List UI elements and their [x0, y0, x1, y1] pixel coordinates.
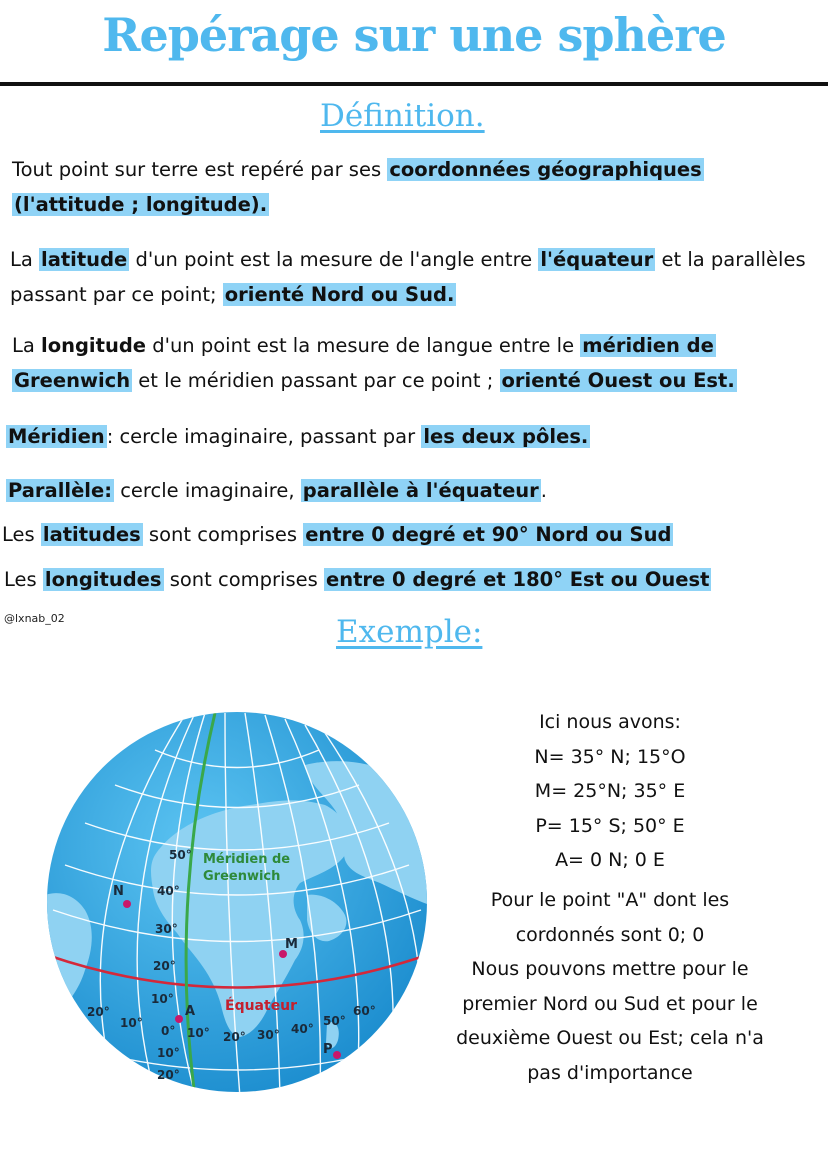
title-divider — [0, 82, 828, 86]
highlight: les deux pôles. — [423, 425, 589, 448]
equator-label: Équateur — [225, 998, 298, 1014]
example-para-line: Nous pouvons mettre pour le — [471, 958, 749, 980]
text: et la parallèles — [655, 248, 806, 271]
highlight: Méridien — [8, 425, 105, 448]
lat-label: 40° — [157, 884, 180, 898]
highlight: longitudes — [44, 568, 162, 591]
highlight: Parallèle: — [8, 479, 113, 502]
globe-illustration — [45, 705, 430, 1100]
text: sont comprises — [163, 568, 324, 591]
point-a-label: A — [185, 1004, 196, 1019]
example-line: M= 25°N; 35° E — [534, 780, 686, 802]
example-coordinates — [440, 705, 780, 878]
def-paragraph-3 — [12, 328, 737, 398]
point-p-dot — [333, 1051, 341, 1059]
lat-label: 30° — [155, 922, 178, 936]
lon-label: 50° — [323, 1014, 346, 1028]
text: Les — [4, 568, 43, 591]
text: sont comprises — [142, 523, 304, 546]
lat-label: 10° — [151, 992, 174, 1006]
lat-label: 10° — [157, 1046, 180, 1060]
def-paragraph-4 — [6, 419, 590, 454]
meridian-label: Greenwich — [203, 869, 281, 884]
example-heading: Exemple: — [336, 614, 483, 650]
lat-label: 0° — [161, 1024, 176, 1038]
point-a-dot — [175, 1015, 183, 1023]
text: d'un point est la mesure de l'angle entre — [129, 248, 539, 271]
highlight: coordonnées géographiques — [389, 158, 702, 181]
text: . — [540, 479, 547, 502]
def-paragraph-1 — [12, 152, 704, 222]
lat-label: 20° — [157, 1068, 180, 1082]
def-paragraph-5 — [6, 473, 547, 508]
example-para-line: cordonnés sont 0; 0 — [515, 923, 705, 946]
point-n-dot — [123, 900, 131, 908]
example-line: Ici nous avons: — [539, 711, 681, 733]
text: Les — [2, 523, 41, 546]
lon-label: 10° — [187, 1026, 210, 1040]
highlight: (l'attitude ; longitude). — [14, 193, 268, 216]
highlight: orienté Nord ou Sud. — [224, 283, 455, 306]
highlight: méridien de — [582, 334, 714, 357]
def-paragraph-7 — [4, 562, 711, 597]
text: : cercle imaginaire, passant par — [106, 425, 422, 448]
highlight: latitude — [41, 248, 128, 271]
lon-label: 20° — [223, 1030, 246, 1044]
highlight: latitudes — [42, 523, 141, 546]
lon-label: 40° — [291, 1022, 314, 1036]
lat-label: 20° — [153, 959, 176, 973]
highlight: parallèle à l'équateur — [302, 479, 539, 502]
def-paragraph-6 — [2, 517, 673, 552]
highlight: entre 0 degré et 180° Est ou Ouest — [325, 568, 710, 591]
text: cercle imaginaire, — [114, 479, 301, 502]
def-paragraph-2 — [10, 242, 806, 312]
example-para-line: deuxième Ouest ou Est; cela n'a — [456, 1027, 764, 1049]
text: et le méridien passant par ce point ; — [132, 369, 500, 392]
example-line: P= 15° S; 50° E — [535, 814, 685, 837]
author-credit: @lxnab_02 — [4, 612, 65, 625]
highlight: orienté Ouest ou Est. — [501, 369, 735, 392]
highlight: entre 0 degré et 90° Nord ou Sud — [305, 523, 672, 546]
point-m-label: M — [285, 937, 298, 952]
highlight: l'équateur — [540, 248, 654, 271]
bold-text: longitude — [41, 334, 147, 357]
point-n-label: N — [113, 884, 124, 899]
example-explanation — [440, 883, 780, 1090]
lon-label: 20° — [87, 1005, 110, 1019]
example-para-line: Pour le point "A" dont les — [490, 889, 730, 911]
definition-heading: Définition. — [320, 98, 485, 134]
page-title: Repérage sur une sphère — [102, 8, 726, 62]
lon-label: 30° — [257, 1028, 280, 1042]
example-line: N= 35° N; 15°O — [534, 745, 686, 768]
lat-label: 50° — [169, 848, 192, 862]
text: La — [10, 248, 40, 271]
text: passant par ce point; — [10, 283, 223, 306]
highlight: Greenwich — [14, 369, 131, 392]
example-para-line: pas d'importance — [527, 1061, 693, 1084]
example-para-line: premier Nord ou Sud et pour le — [462, 992, 758, 1015]
example-line: A= 0 N; 0 E — [555, 849, 665, 871]
meridian-label: Méridien de — [203, 852, 291, 867]
point-p-label: P — [323, 1042, 333, 1057]
text: La — [12, 334, 42, 357]
lon-label: 60° — [353, 1004, 376, 1018]
lon-label: 10° — [120, 1016, 143, 1030]
text: Tout point sur terre est repéré par ses — [12, 158, 388, 181]
text: d'un point est la mesure de langue entre le — [146, 334, 581, 357]
